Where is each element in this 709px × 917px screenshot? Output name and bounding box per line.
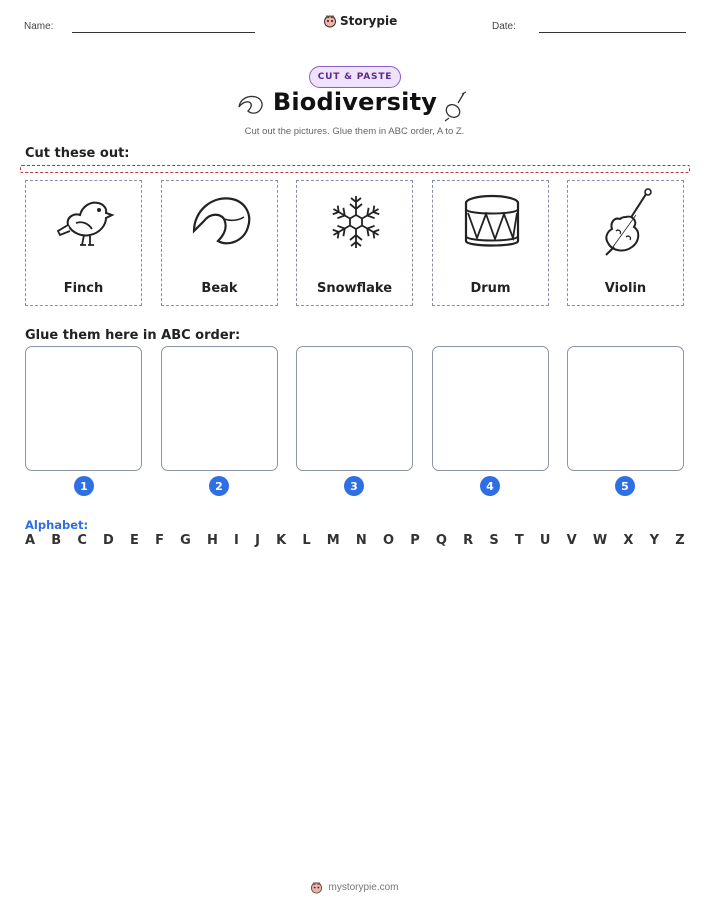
cut-card-drum[interactable] — [432, 180, 549, 306]
alphabet-letter: J — [255, 533, 260, 548]
glue-box-3[interactable] — [296, 346, 413, 471]
alphabet-letter: S — [489, 533, 499, 548]
violin-title-icon — [442, 90, 470, 122]
violin-icon — [596, 187, 658, 259]
drum-icon — [461, 191, 523, 253]
glue-box-5[interactable] — [567, 346, 684, 471]
cut-card-snowflake[interactable] — [296, 180, 413, 306]
date-line — [539, 32, 686, 33]
alphabet-letter: O — [382, 533, 395, 548]
number-badge-1: 1 — [74, 476, 94, 496]
alphabet-letter: A — [25, 533, 36, 548]
alphabet-letter: C — [77, 533, 87, 548]
alphabet-letter: Y — [649, 533, 660, 548]
cut-section-heading: Cut these out: — [25, 146, 130, 161]
glue-section-heading: Glue them here in ABC order: — [25, 328, 241, 343]
alphabet-letter: E — [130, 533, 139, 548]
alphabet-letter: M — [326, 533, 340, 548]
card-label: Drum — [470, 281, 511, 296]
instructions: Cut out the pictures. Glue them in ABC order, A to Z. — [244, 126, 465, 137]
footer-url[interactable]: mystorypie.com — [328, 882, 399, 893]
card-label: Beak — [201, 281, 238, 296]
name-line — [72, 32, 255, 33]
card-label: Finch — [63, 281, 104, 296]
alphabet-letter: F — [155, 533, 164, 548]
alphabet-letter: Z — [675, 533, 685, 548]
cut-card-finch[interactable] — [25, 180, 142, 306]
finch-icon — [54, 191, 116, 253]
alphabet-letter: X — [623, 533, 634, 548]
cut-card-violin[interactable] — [567, 180, 684, 306]
name-label: Name: — [24, 21, 54, 32]
alphabet-letter: G — [180, 533, 191, 548]
glue-box-2[interactable] — [161, 346, 278, 471]
alphabet-letter: D — [103, 533, 114, 548]
alphabet-letter: P — [410, 533, 420, 548]
brand-logo — [323, 14, 397, 28]
date-label: Date: — [492, 21, 516, 32]
cut-line — [20, 165, 690, 173]
worksheet-title: Biodiversity — [272, 88, 438, 116]
footer — [0, 881, 709, 894]
glue-box-1[interactable] — [25, 346, 142, 471]
alphabet-letter: U — [539, 533, 551, 548]
alphabet-letter: V — [566, 533, 577, 548]
alphabet-row — [25, 533, 685, 548]
alphabet-letter: R — [463, 533, 474, 548]
brand-name: Storypie — [340, 14, 398, 28]
snowflake-icon — [325, 191, 387, 253]
alphabet-heading: Alphabet: — [25, 518, 89, 532]
number-badge-2: 2 — [209, 476, 229, 496]
alphabet-letter: K — [276, 533, 287, 548]
glue-box-4[interactable] — [432, 346, 549, 471]
alphabet-letter: Q — [435, 533, 447, 548]
alphabet-letter: W — [592, 533, 608, 548]
alphabet-letter: H — [206, 533, 218, 548]
alphabet-letter: I — [234, 533, 239, 548]
beak-icon — [190, 191, 252, 253]
number-badge-5: 5 — [615, 476, 635, 496]
number-badge-4: 4 — [480, 476, 500, 496]
cut-paste-badge: CUT & PASTE — [309, 66, 401, 88]
alphabet-letter: T — [514, 533, 524, 548]
alphabet-letter: L — [302, 533, 311, 548]
alphabet-letter: N — [355, 533, 367, 548]
cut-card-beak[interactable] — [161, 180, 278, 306]
card-label: Violin — [604, 281, 647, 296]
storypie-mascot-icon — [323, 14, 337, 28]
alphabet-letter: B — [51, 533, 62, 548]
storypie-mascot-icon — [310, 881, 323, 894]
card-label: Snowflake — [316, 281, 393, 296]
number-badge-3: 3 — [344, 476, 364, 496]
